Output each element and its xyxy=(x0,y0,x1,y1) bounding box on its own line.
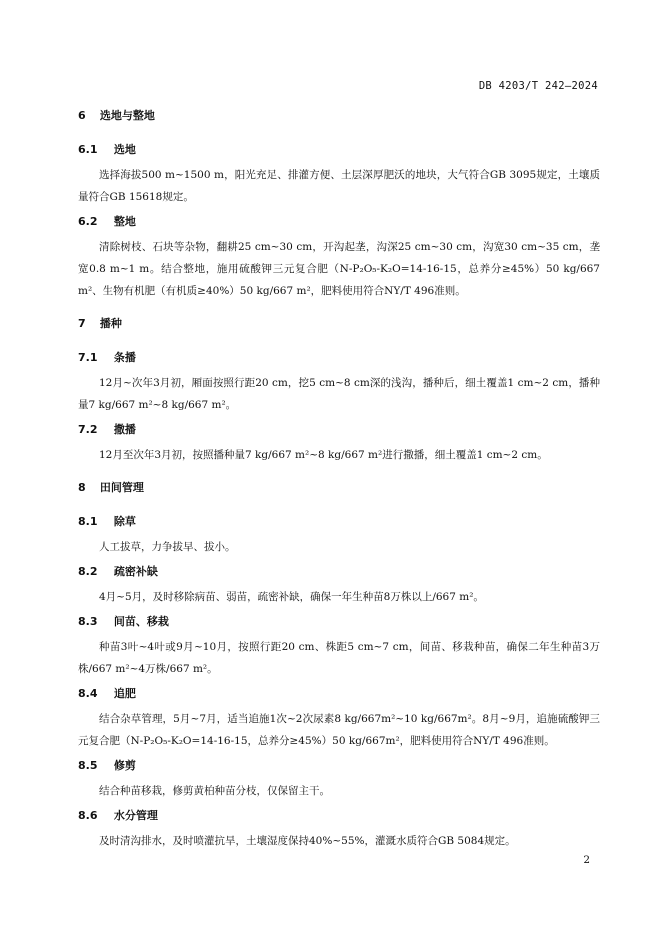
subsection-heading-8-4 xyxy=(78,686,600,702)
subsection-number: 8.3 xyxy=(78,615,98,628)
section-number: 7 xyxy=(78,317,86,330)
subsection-number: 8.2 xyxy=(78,565,98,578)
subsection-title: 水分管理 xyxy=(113,809,158,822)
section-heading-7 xyxy=(78,316,600,332)
paragraph-6-2: 清除树枝、石块等杂物，翻耕25 cm~30 cm，开沟起垄，沟深25 cm~30 cm，沟宽30 cm~35 cm，垄宽0.8 m~1 m。结合整地，施用硫酸钾三元复合肥（N-P₂O₅-K₂O=14-16-15，总养分≥45%）50 kg/667 m²、生物有机肥（有机质≥40%）50 kg/667 m²，肥料使用符合NY/T 496准则。 xyxy=(78,241,600,297)
subsection-heading-8-2 xyxy=(78,564,600,580)
subsection-title: 整地 xyxy=(113,215,136,228)
paragraph-7-2: 12月至次年3月初，按照播种量7 kg/667 m²~8 kg/667 m²进行撒播，细土覆盖1 cm~2 cm。 xyxy=(99,449,548,461)
subsection-heading-7-2 xyxy=(78,422,600,438)
subsection-heading-6-1 xyxy=(78,142,600,158)
paragraph-8-2: 4月~5月，及时移除病苗、弱苗，疏密补缺，确保一年生种苗8万株以上/667 m²。 xyxy=(99,591,484,603)
section-title: 选地与整地 xyxy=(99,109,155,122)
section-title: 播种 xyxy=(99,317,122,330)
subsection-heading-8-1 xyxy=(78,514,600,530)
subsection-title: 选地 xyxy=(113,143,136,156)
paragraph-8-6: 及时清沟排水，及时喷灌抗旱，土壤湿度保持40%~55%，灌溉水质符合GB 5084规定。 xyxy=(99,835,516,847)
subsection-number: 8.1 xyxy=(78,515,98,528)
subsection-heading-6-2 xyxy=(78,214,600,230)
subsection-heading-8-3 xyxy=(78,614,600,630)
subsection-title: 条播 xyxy=(113,351,136,364)
subsection-title: 追肥 xyxy=(113,687,136,700)
subsection-title: 撒播 xyxy=(113,423,136,436)
subsection-title: 修剪 xyxy=(113,759,136,772)
subsection-heading-7-1 xyxy=(78,350,600,366)
section-heading-8 xyxy=(78,480,600,496)
subsection-heading-8-6 xyxy=(78,808,600,824)
subsection-heading-8-5 xyxy=(78,758,600,774)
subsection-title: 除草 xyxy=(113,515,136,528)
subsection-number: 8.4 xyxy=(78,687,98,700)
section-heading-6 xyxy=(78,108,600,124)
section-title: 田间管理 xyxy=(99,481,144,494)
document-body xyxy=(78,108,600,852)
paragraph-8-1: 人工拔草，力争拔早、拔小。 xyxy=(99,541,236,553)
subsection-number: 6.1 xyxy=(78,143,98,156)
subsection-number: 8.6 xyxy=(78,809,98,822)
subsection-title: 间苗、移栽 xyxy=(113,615,169,628)
paragraph-8-4: 结合杂草管理，5月~7月，适当追施1次~2次尿素8 kg/667m²~10 kg/667m²。8月~9月，追施硫酸钾三元复合肥（N-P₂O₅-K₂O=14-16-15，总养分≥45%）50 kg/667m²，肥料使用符合NY/T 496准则。 xyxy=(78,713,600,747)
paragraph-6-1: 选择海拔500 m~1500 m，阳光充足、排灌方便、土层深厚肥沃的地块，大气符合GB 3095规定，土壤质量符合GB 15618规定。 xyxy=(78,169,600,203)
subsection-number: 6.2 xyxy=(78,215,98,228)
document-code: DB 4203/T 242—2024 xyxy=(478,80,598,92)
subsection-number: 7.2 xyxy=(78,423,98,436)
paragraph-7-1: 12月~次年3月初，厢面按照行距20 cm，挖5 cm~8 cm深的浅沟，播种后，细土覆盖1 cm~2 cm，播种量7 kg/667 m²~8 kg/667 m²。 xyxy=(78,377,600,411)
subsection-number: 7.1 xyxy=(78,351,98,364)
subsection-title: 疏密补缺 xyxy=(113,565,158,578)
section-number: 6 xyxy=(78,109,86,122)
paragraph-8-3: 种苗3叶~4叶或9月~10月，按照行距20 cm、株距5 cm~7 cm，间苗、移栽种苗，确保二年生种苗3万株/667 m²~4万株/667 m²。 xyxy=(78,641,600,675)
section-number: 8 xyxy=(78,481,86,494)
subsection-number: 8.5 xyxy=(78,759,98,772)
page-number: 2 xyxy=(583,854,590,866)
paragraph-8-5: 结合种苗移栽，修剪黄柏种苗分枝，仅保留主干。 xyxy=(99,785,330,797)
